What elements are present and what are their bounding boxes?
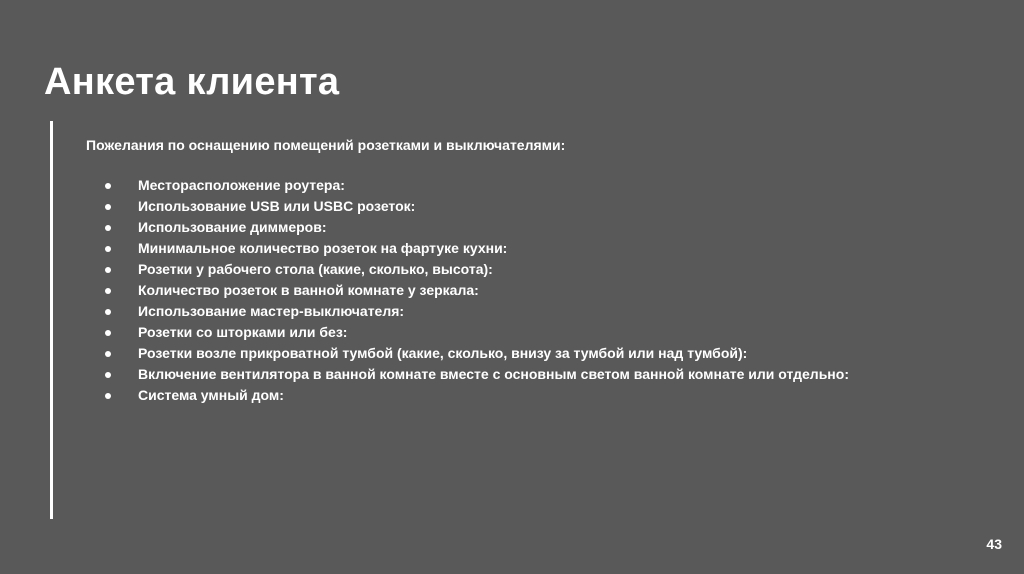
page-number: 43 [986,536,1002,552]
list-item-text: Количество розеток в ванной комнате у зеркала: [138,282,479,298]
list-item-text: Использование диммеров: [138,219,327,235]
list-item [86,343,878,364]
list-item [86,196,878,217]
list-item-text: Минимальное количество розеток на фартуке кухни: [138,240,508,256]
list-item [86,280,878,301]
list-item [86,322,878,343]
intro-text: Пожелания по оснащению помещений розетками и выключателями: [86,137,566,153]
bullet-icon [105,246,111,252]
wishes-list [86,175,886,406]
bullet-icon [105,330,111,336]
list-item-text: Месторасположение роутера: [138,177,345,193]
list-item [86,238,878,259]
list-item [86,259,878,280]
vertical-divider [50,121,53,519]
slide-title: Анкета клиента [44,61,340,103]
bullet-icon [105,225,111,231]
list-item-text: Розетки со шторками или без: [138,324,348,340]
bullet-icon [105,372,111,378]
list-item-text: Розетки у рабочего стола (какие, сколько, высота): [138,261,493,277]
list-item [86,385,878,406]
list-item-text: Использование USB или USBC розеток: [138,198,416,214]
bullet-icon [105,351,111,357]
list-item [86,301,878,322]
list-item [86,217,878,238]
questionnaire-content [86,135,886,406]
bullet-icon [105,204,111,210]
bullet-icon [105,288,111,294]
bullet-icon [105,183,111,189]
list-item-text: Включение вентилятора в ванной комнате вместе с основным светом ванной комнате или отдельно: [138,366,849,382]
bullet-icon [105,309,111,315]
list-item [86,175,878,196]
list-item-text: Система умный дом: [138,387,284,403]
list-item-text: Розетки возле прикроватной тумбой (какие, сколько, внизу за тумбой или над тумбой): [138,345,748,361]
list-item-text: Использование мастер-выключателя: [138,303,405,319]
list-item [86,364,878,385]
bullet-icon [105,393,111,399]
bullet-icon [105,267,111,273]
